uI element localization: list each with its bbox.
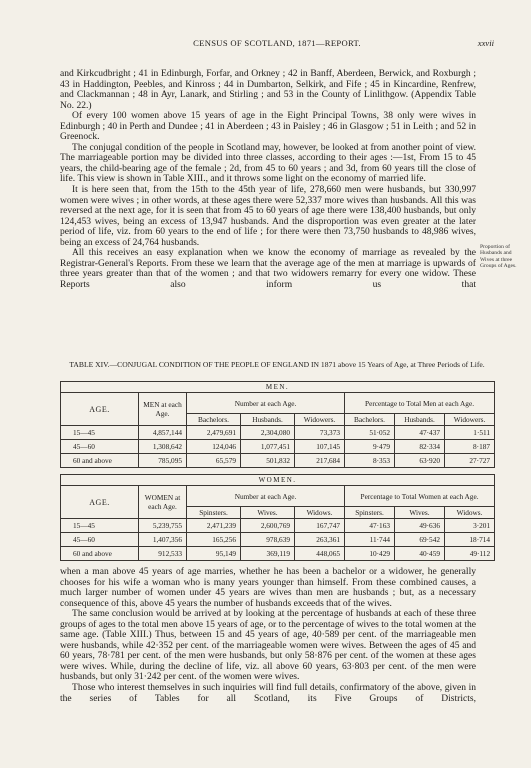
age-column-header: AGE. (61, 486, 139, 519)
table-cell: 9·479 (345, 440, 395, 454)
table-cell: 369,119 (241, 547, 295, 561)
paragraph: when a man above 45 years of age marries, whether he has been a bachelor or a widower, he generally chooses for his wife a woman who is many years younger than himself. From these combined causes, a much larger number of women under 45 years are wives than men are husbands ; but, as a necessary consequence of this, above 45 years the number of husbands exceeds that of the wives. (60, 566, 476, 609)
age-cell: 60 and above (61, 547, 139, 561)
table-cell: 1,407,356 (139, 533, 187, 547)
table-cell: 1,308,642 (139, 440, 187, 454)
total-column-header: WOMEN at each Age. (139, 486, 187, 519)
column-header: Widowers. (295, 414, 345, 426)
table-cell: 18·714 (445, 533, 495, 547)
table-cell: 63·920 (395, 454, 445, 468)
paragraph: Those who interest themselves in such inquiries will find full details, confirmatory of the above, given in the series of Tables for all Scotland, its Five Groups of Districts, (60, 682, 476, 704)
column-header: Spinsters. (345, 507, 395, 519)
table-cell: 11·744 (345, 533, 395, 547)
age-cell: 45—60 (61, 440, 139, 454)
table-cell: 69·542 (395, 533, 445, 547)
column-header: Spinsters. (187, 507, 241, 519)
column-header: Wives. (241, 507, 295, 519)
paragraph: and Kirkcudbright ; 41 in Edinburgh, Forfar, and Orkney ; 42 in Banff, Aberdeen, Berwick, and Roxburgh ; 43 in Haddington, Peebles, and Kinross ; 44 in Dumbarton, Selkirk, and Fife ; 45 in Kincardine, Renfrew, and Clackmannan ; 48 in Ayr, Lanark, and Stirling ; and 53 in the County of Linlithgow. (Appendix Table No. 22.) (60, 68, 476, 111)
table-cell: 82·334 (395, 440, 445, 454)
paragraph: It is here seen that, from the 15th to the 45th year of life, 278,660 men were husbands, but 330,997 women were wives ; in other words, at these ages there were 52,337 more wives than husbands. All this was reversed at the next age, for it is seen that from 45 to 60 years of age there were 138,400 husbands, but only 124,453 wives, being an excess of 13,947 husbands. And the disproportion was even greater at the later period of life, viz. from 60 years to the end of life ; for there were then 73,750 husbands to 48,986 wives, being an excess of 24,764 husbands. (60, 184, 476, 248)
table-cell: 448,065 (295, 547, 345, 561)
column-header: Wives. (395, 507, 445, 519)
table-cell: 49·636 (395, 519, 445, 533)
table-cell: 2,304,080 (241, 426, 295, 440)
text-block-bottom (60, 567, 476, 704)
number-group-header: Number at each Age. (187, 393, 345, 414)
page-number: xxvii (477, 38, 494, 48)
table-row (61, 533, 495, 547)
column-header: Bachelors. (345, 414, 395, 426)
men-table (60, 381, 495, 468)
table-cell: 263,361 (295, 533, 345, 547)
table-cell: 501,832 (241, 454, 295, 468)
table-cell: 47·163 (345, 519, 395, 533)
table-cell: 978,639 (241, 533, 295, 547)
table-cell: 2,479,691 (187, 426, 241, 440)
column-header: Bachelors. (187, 414, 241, 426)
section-label: WOMEN. (61, 475, 495, 486)
percentage-group-header: Percentage to Total Women at each Age. (345, 486, 495, 507)
age-cell: 15—45 (61, 426, 139, 440)
column-header: Widows. (295, 507, 345, 519)
column-header: Widows. (445, 507, 495, 519)
paragraph: The same conclusion would be arrived at by looking at the percentage of husbands at each of these three groups of ages to the total men above 15 years of age, or to the percentage of wives to the total women at the same age. (Table XIII.) Thus, between 15 and 45 years of age, 40·589 per cent. of the marriageable men were husbands, while 42·352 per cent. of the marriageable women were wives. Between the ages of 45 and 60 years, 78·781 per cent. of the men were husbands, but only 58·876 per cent. of the women at these ages were wives. While, during the decline of life, viz. all above 60 years, 63·803 per cent. of the men were husbands, but only 31·242 per cent. of the women were wives. (60, 608, 476, 683)
table-row (61, 454, 495, 468)
column-header: Widowers. (445, 414, 495, 426)
table-cell: 4,857,144 (139, 426, 187, 440)
margin-note: Proportion of Husbands and Wives at three Groups of Ages. (480, 244, 517, 269)
age-cell: 60 and above (61, 454, 139, 468)
table-cell: 785,095 (139, 454, 187, 468)
table-cell: 5,239,755 (139, 519, 187, 533)
table-cell: 10·429 (345, 547, 395, 561)
table-cell: 65,579 (187, 454, 241, 468)
table-cell: 1·511 (445, 426, 495, 440)
table-row (61, 519, 495, 533)
table-cell: 49·112 (445, 547, 495, 561)
table-caption: TABLE XIV.—CONJUGAL CONDITION OF THE PEOPLE OF ENGLAND IN 1871 above 15 Years of Age, at Three Periods of Life. (69, 360, 485, 369)
table-cell: 95,149 (187, 547, 241, 561)
table-cell: 73,373 (295, 426, 345, 440)
table-cell: 8·353 (345, 454, 395, 468)
table-cell: 2,471,239 (187, 519, 241, 533)
table-row (61, 426, 495, 440)
total-column-header: MEN at each Age. (139, 393, 187, 426)
page-header (60, 38, 494, 50)
table-cell: 124,046 (187, 440, 241, 454)
table-cell: 167,747 (295, 519, 345, 533)
column-header: Husbands. (395, 414, 445, 426)
age-column-header: AGE. (61, 393, 139, 426)
table-cell: 47·437 (395, 426, 445, 440)
table-cell: 217,684 (295, 454, 345, 468)
column-header: Husbands. (241, 414, 295, 426)
running-title: CENSUS OF SCOTLAND, 1871—REPORT. (193, 38, 361, 48)
paragraph: The conjugal condition of the people in Scotland may, however, be looked at from another point of view. The marriageable portion may be divided into three classes, according to their ages :—1st, From 15 to 45 years, the child-bearing age of the female ; 2d, from 45 to 60 years ; and 3d, from 60 years till the close of life. This view is shown in Table XIII., and it throws some light on the economy of married life. (60, 141, 476, 185)
table-cell: 107,145 (295, 440, 345, 454)
table-cell: 40·459 (395, 547, 445, 561)
table-cell: 8·187 (445, 440, 495, 454)
paragraph: Of every 100 women above 15 years of age in the Eight Principal Towns, 38 only were wives in Edinburgh ; 40 in Perth and Dundee ; 41 in Aberdeen ; 43 in Paisley ; 46 in Glasgow ; 51 in Leith ; and 52 in Greenock. (60, 110, 476, 143)
table-row (61, 440, 495, 454)
table-cell: 27·727 (445, 454, 495, 468)
percentage-group-header: Percentage to Total Men at each Age. (345, 393, 495, 414)
section-label: MEN. (61, 382, 495, 393)
age-cell: 15—45 (61, 519, 139, 533)
table-row (61, 547, 495, 561)
table-cell: 2,600,769 (241, 519, 295, 533)
table-cell: 3·201 (445, 519, 495, 533)
table-cell: 51·052 (345, 426, 395, 440)
table-cell: 912,533 (139, 547, 187, 561)
paragraph: All this receives an easy explanation when we know the economy of marriage as revealed by the Registrar-General's Reports. From these we learn that the average age of the men at marriage is upwards of three years greater than that of the women ; and that two widowers remarry for every one widow. These Reports also inform us that (60, 247, 476, 290)
table-cell: 1,077,451 (241, 440, 295, 454)
table-cell: 165,256 (187, 533, 241, 547)
number-group-header: Number at each Age. (187, 486, 345, 507)
text-block-top (60, 69, 476, 290)
women-table (60, 474, 495, 561)
age-cell: 45—60 (61, 533, 139, 547)
